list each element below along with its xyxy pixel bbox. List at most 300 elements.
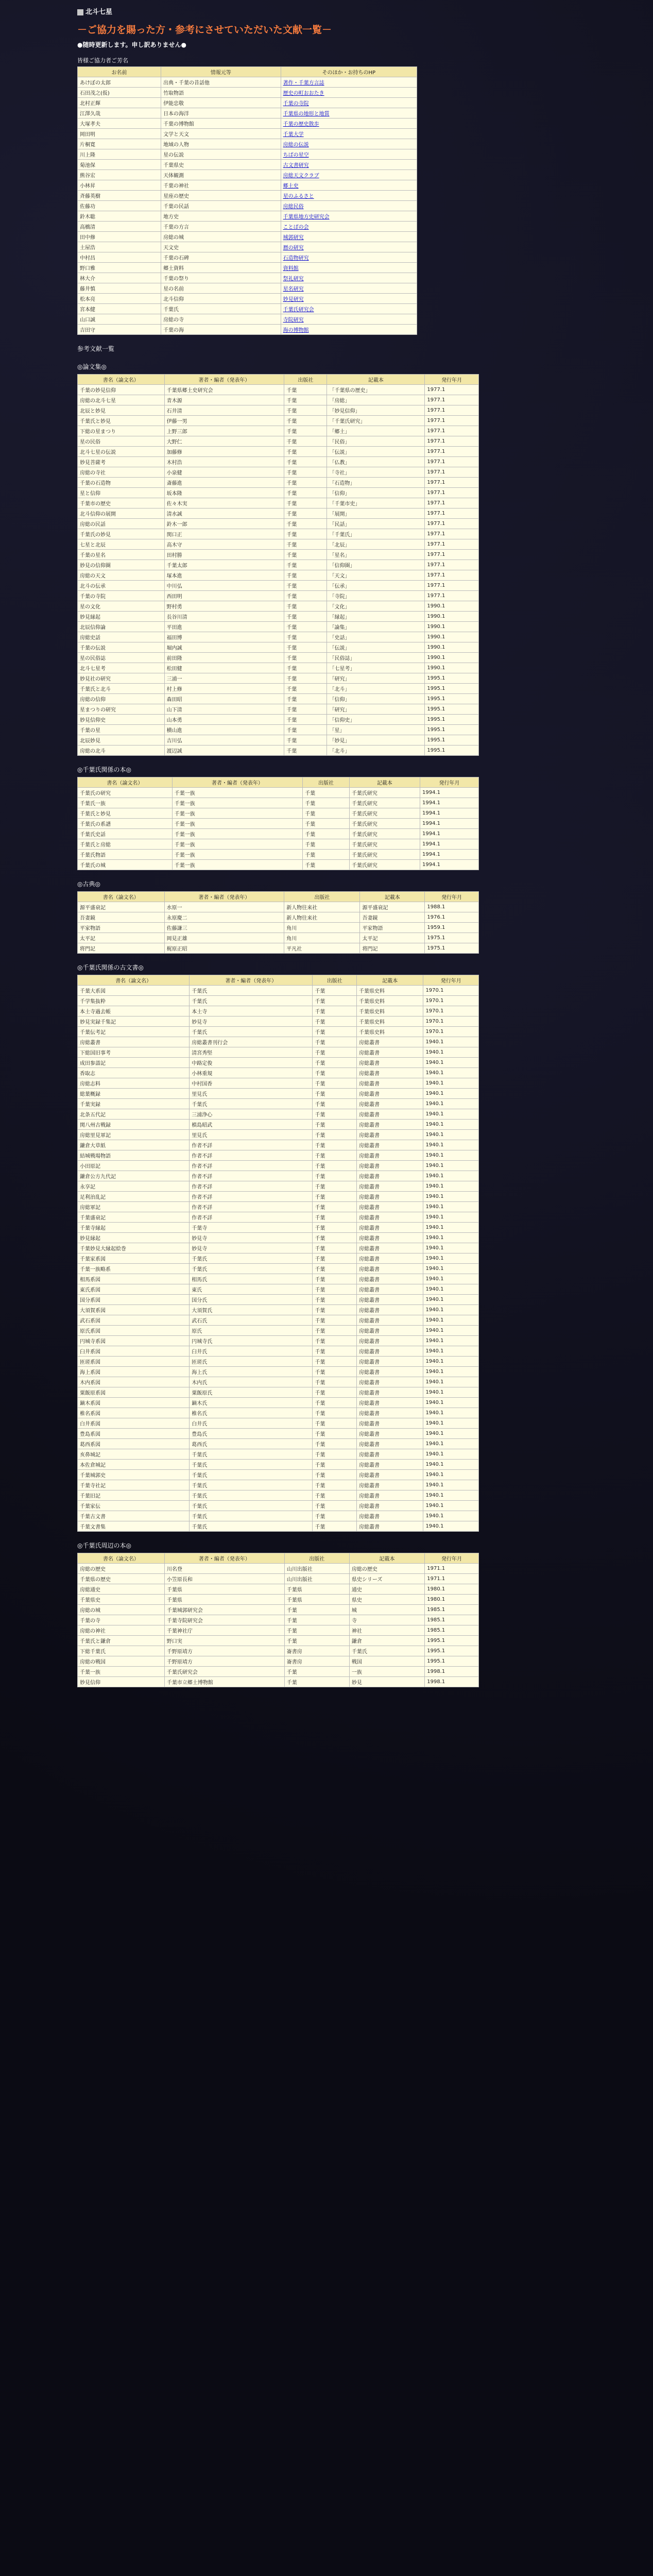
table-row [78,1357,479,1367]
table-row [78,923,479,933]
table-cell: 1994.1 [420,819,479,829]
table-cell: 1995.1 [425,704,479,715]
table-cell: 千葉一族 [172,788,302,798]
table-row [78,1346,479,1357]
table-cell: 千葉 [313,1501,357,1511]
table-cell: 1995.1 [425,725,479,735]
column-header: 出版社 [303,777,350,788]
table-cell: 妙見 [349,1677,424,1687]
table-cell: 1940.1 [423,1521,479,1532]
table-cell: 上野三郎 [164,426,284,436]
table-cell: 千葉 [313,1346,357,1357]
table-cell: 妙見寺 [190,1016,313,1027]
table-cell: 千葉妙見大縁起絵巻 [78,1243,190,1253]
table-cell: 千葉 [313,1336,357,1346]
table-cell: 本土寺過去帳 [78,1006,190,1016]
table-row [78,509,479,519]
cooperator-link[interactable]: 石造物研究 [281,252,417,263]
table-cell: 1990.1 [425,612,479,622]
table-cell: 中川弘 [164,581,284,591]
column-header: 出版社 [284,1553,349,1564]
cooperator-link[interactable]: 千葉県地方史研究会 [281,211,417,222]
table-cell: 千野原靖方 [164,1646,284,1656]
table-cell: 千葉 [313,1326,357,1336]
table-cell: 横山進 [164,725,284,735]
table-cell: 千葉 [303,798,350,808]
table-cell: 房総叢書刊行会 [190,1037,313,1047]
table-cell: 房総叢書 [356,1068,423,1078]
cooperator-link[interactable]: 城郭研究 [281,232,417,242]
table-header [78,1553,479,1564]
cooperator-link[interactable]: 星のふるさと [281,191,417,201]
table-cell: 1940.1 [423,1058,479,1068]
table-cell: 千葉古文書 [78,1511,190,1521]
table-row [78,860,479,870]
table-cell: 「妙見信仰」 [327,405,425,416]
table-row [78,902,479,912]
table-row [78,673,479,684]
table-cell: 千葉氏と鎌倉 [78,1636,165,1646]
cooperator-link[interactable]: 寺院研究 [281,314,417,325]
table-cell: 房総史話 [78,632,165,642]
table-row [78,304,417,314]
table-cell: 千葉一族 [172,819,302,829]
table-cell: 青木源 [164,395,284,405]
table-cell: 臼井系図 [78,1346,190,1357]
cooperator-link[interactable]: 千葉県の地形と地質 [281,108,417,118]
table-cell: 木内氏 [190,1377,313,1387]
table-row [78,1264,479,1274]
table-row [78,385,479,395]
table-cell: 1977.1 [425,519,479,529]
cooperator-link[interactable]: ちばの星空 [281,149,417,160]
table-row [78,829,479,839]
table-cell: 北辰信仰論 [78,622,165,632]
table-cell: 「千葉氏研究」 [327,416,425,426]
table-cell: 千葉 [284,601,327,612]
table-cell: 千葉 [313,1315,357,1326]
table-cell: 千葉 [284,416,327,426]
cooperators-table [77,66,417,335]
table-cell: 鎌倉 [349,1636,424,1646]
table-row [78,1595,479,1605]
column-header: 書名（論文名） [78,1553,165,1564]
table-cell: 千葉一族略系 [78,1264,190,1274]
table-row [78,77,417,88]
table-cell: 千葉寺院研究会 [164,1615,284,1625]
table-cell: 1977.1 [425,457,479,467]
table-cell: 妙見縁起 [78,1233,190,1243]
table-cell: 1940.1 [423,1150,479,1161]
table-cell: 千葉氏 [190,1264,313,1274]
table-cell: 千葉 [313,1429,357,1439]
table-cell: 北斗七星の伝説 [78,447,165,457]
table-cell: 千葉の星名 [78,550,165,560]
table-cell: 房総叢書 [356,1150,423,1161]
table-cell: 「寺院」 [327,591,425,601]
table-cell: 「伝説」 [327,642,425,653]
table-cell: 房総叢書 [356,1089,423,1099]
table-cell: 1940.1 [423,1212,479,1223]
table-cell: 千葉 [284,1677,349,1687]
table-cell: 千葉氏研究会 [164,1667,284,1677]
cooperator-link[interactable]: 星名研究 [281,283,417,294]
table-cell: 千葉 [284,632,327,642]
table-cell: 千葉 [284,436,327,447]
table-cell: 千葉 [313,1099,357,1109]
table-cell: 千葉伝考記 [78,1027,190,1037]
table-cell: 1994.1 [420,788,479,798]
table-cell: 千葉 [284,684,327,694]
table-row [78,1027,479,1037]
section-documents: ◎千葉氏関係の古文書◎ [77,964,144,971]
table-cell: 千葉 [284,457,327,467]
table-row [78,663,479,673]
table-cell: 千葉の神社 [161,180,281,191]
table-cell: 1977.1 [425,416,479,426]
table-cell: 「伝承」 [327,581,425,591]
papers-table [77,374,479,756]
table-cell: 千葉 [313,1377,357,1387]
cooperator-link[interactable]: 千葉の寺院 [281,98,417,108]
table-row [78,715,479,725]
table-cell: 千葉県 [284,1584,349,1595]
table-cell: 千葉 [303,788,350,798]
cooperator-link[interactable]: 資料館 [281,263,417,273]
table-cell: 北斗信仰 [161,294,281,304]
column-header: 出版社 [284,375,327,385]
table-cell: 房総の北斗 [78,745,165,756]
table-cell: 三浦一 [164,673,284,684]
table-cell: 作者不詳 [190,1161,313,1171]
table-cell: 片桐寛 [78,139,161,149]
table-cell: 房総叢書 [356,1511,423,1521]
table-cell: 房総叢書 [356,1387,423,1398]
site-logo[interactable] [77,6,515,16]
table-cell: 千葉 [313,1006,357,1016]
table-row [78,1130,479,1140]
table-cell: 千葉氏 [161,304,281,314]
section-chiba-books: ◎千葉氏関係の本◎ [77,766,131,773]
table-cell: 松本亮 [78,294,161,304]
table-cell: 白井氏 [190,1418,313,1429]
classics-table [77,891,479,954]
table-cell: 千葉 [284,539,327,550]
table-cell: 北条五代記 [78,1109,190,1120]
table-cell: 房総叢書 [356,1192,423,1202]
table-cell: 千葉 [284,622,327,632]
table-cell: 1994.1 [420,839,479,850]
table-cell: 1940.1 [423,1449,479,1460]
table-cell: 房総叢書 [356,1357,423,1367]
page-title: －ご協力を賜った方・参考にさせていただいた文献一覧－ [77,24,332,36]
table-cell: 1977.1 [425,570,479,581]
table-cell: 1940.1 [423,1511,479,1521]
table-cell: 千葉 [313,1243,357,1253]
table-cell: 千葉の石碑 [161,252,281,263]
table-cell: 千葉 [284,447,327,457]
table-cell: 粟飯原氏 [190,1387,313,1398]
table-cell: 北辰と妙見 [78,405,165,416]
table-cell: 加藤修 [164,447,284,457]
table-cell: 千葉の寺院 [78,591,165,601]
table-cell: 伊藤一男 [164,416,284,426]
table-row [78,1625,479,1636]
table-cell: 「北斗」 [327,745,425,756]
cooperator-link[interactable]: ことばの会 [281,222,417,232]
table-cell: 1940.1 [423,1284,479,1295]
table-cell: 千葉氏の系譜 [78,819,173,829]
table-cell: 房総叢書 [356,1408,423,1418]
table-cell: 「郷土」 [327,426,425,436]
table-cell: 1990.1 [425,601,479,612]
cooperator-link[interactable]: 郷土史 [281,180,417,191]
table-cell: 山川出版社 [284,1574,349,1584]
table-cell: 千葉一族 [172,839,302,850]
table-row [78,1006,479,1016]
table-cell: 房総叢書 [356,1470,423,1480]
table-cell: 千葉 [284,519,327,529]
table-cell: 千葉一族 [172,860,302,870]
table-cell: 県史 [349,1595,424,1605]
table-cell: 房総叢書 [356,1140,423,1150]
table-cell: 円城寺氏 [190,1336,313,1346]
table-cell: 1994.1 [420,798,479,808]
table-row [78,1521,479,1532]
table-row [78,242,417,252]
table-cell: 1977.1 [425,478,479,488]
table-cell: 東氏 [190,1284,313,1295]
cooperator-link[interactable]: 房総天文クラブ [281,170,417,180]
column-header: 発行年月 [425,375,479,385]
table-row [78,211,417,222]
table-row [78,622,479,632]
table-cell: 「寺社」 [327,467,425,478]
table-cell: 小泉健 [164,467,284,478]
table-cell: 千葉 [284,467,327,478]
table-row [78,1047,479,1058]
table-row [78,294,417,304]
table-cell: 千葉 [303,829,350,839]
logo-icon [77,9,83,15]
table-cell: 小林昇 [78,180,161,191]
table-cell: 千葉氏研究 [349,808,420,819]
table-row [78,1656,479,1667]
table-cell: 鏑木氏 [190,1398,313,1408]
cooperator-link[interactable]: 千葉氏研究会 [281,304,417,314]
table-cell: 「信仰」 [327,694,425,704]
table-cell: 鈴木聡 [78,211,161,222]
table-cell: 1940.1 [423,1326,479,1336]
table-cell: 竹取物語 [161,88,281,98]
table-cell: 1994.1 [420,850,479,860]
table-cell: 千葉一族 [78,1667,165,1677]
table-cell: 千葉 [313,1490,357,1501]
table-row [78,704,479,715]
table-row [78,405,479,416]
table-cell: 渡辺誠 [164,745,284,756]
table-cell: 一族 [349,1667,424,1677]
table-cell: 千葉の博物館 [161,118,281,129]
table-row [78,1223,479,1233]
table-header [78,375,479,385]
table-cell: 千葉 [313,1274,357,1284]
cooperator-link[interactable]: 千葉大学 [281,129,417,139]
cooperator-link[interactable]: 祭礼研究 [281,273,417,283]
table-cell: 「千葉市史」 [327,498,425,509]
table-row [78,1068,479,1078]
table-cell: 千葉 [284,663,327,673]
table-cell: 吉川弘 [164,735,284,745]
column-header: 書名（論文名） [78,375,165,385]
table-row [78,694,479,704]
table-cell: 西田明 [164,591,284,601]
table-cell: 千葉 [313,1202,357,1212]
table-row [78,839,479,850]
table-cell: 1990.1 [425,642,479,653]
table-row [78,539,479,550]
update-notice: ●随時更新します。申し訳ありません● [77,41,186,48]
table-cell: 千葉氏と妙見 [78,808,173,819]
table-cell: 崙書房 [284,1656,349,1667]
table-cell: 「七星考」 [327,663,425,673]
table-row [78,1605,479,1615]
table-cell: 千葉氏 [190,986,313,996]
table-row [78,632,479,642]
table-cell: 千葉盛衰記 [78,1212,190,1223]
table-cell: 相馬氏 [190,1274,313,1284]
table-cell: 1977.1 [425,509,479,519]
table-cell: 1940.1 [423,1037,479,1047]
table-row [78,1161,479,1171]
table-cell: 角川 [284,923,360,933]
table-cell: 1995.1 [425,684,479,694]
cooperator-link[interactable]: 房総の伝説 [281,139,417,149]
table-cell: 足利治乱記 [78,1192,190,1202]
table-cell: 清水誠 [164,509,284,519]
table-row [78,1326,479,1336]
table-cell: 千葉氏 [190,1027,313,1037]
cooperator-link[interactable]: 房総民俗 [281,201,417,211]
table-cell: 千葉の方言 [161,222,281,232]
cooperator-link[interactable]: 歴史の町おおたき [281,88,417,98]
table-cell: 相馬系図 [78,1274,190,1284]
table-cell: 海上氏 [190,1367,313,1377]
table-cell: 妙見縁起 [78,612,165,622]
table-row [78,1212,479,1223]
table-row [78,642,479,653]
table-row [78,745,479,756]
table-row [78,1171,479,1181]
cooperator-link[interactable]: 妙見研究 [281,294,417,304]
table-cell: 千葉太郎 [164,560,284,570]
table-cell: 「文化」 [327,601,425,612]
table-cell: 千葉氏と房総 [78,839,173,850]
table-row [78,1078,479,1089]
table-cell: 1940.1 [423,1357,479,1367]
table-cell: 妙見信仰 [78,1677,165,1687]
table-cell: 房総叢書 [356,1202,423,1212]
table-cell: 千葉 [313,1223,357,1233]
table-cell: 鈴木一郎 [164,519,284,529]
table-cell: 結城戦場物語 [78,1150,190,1161]
table-cell: 千学集抜粋 [78,996,190,1006]
table-cell: 千葉氏研究 [349,829,420,839]
table-cell: 太平記 [360,933,425,943]
table-cell: 土屋浩 [78,242,161,252]
table-cell: 千葉 [284,550,327,560]
cooperator-link[interactable]: 暦の研究 [281,242,417,252]
table-cell: 千葉の星 [78,725,165,735]
table-cell: 1985.1 [425,1615,479,1625]
table-cell: 白井系図 [78,1418,190,1429]
column-header: 記載本 [356,975,423,986]
table-row [78,943,479,954]
table-cell: 作者不詳 [190,1140,313,1150]
table-cell: 斉藤英樹 [78,191,161,201]
table-cell: 千葉 [313,1521,357,1532]
table-cell: 千葉氏 [190,1490,313,1501]
table-cell: あけぼの太郎 [78,77,161,88]
table-cell: 房総の信仰 [78,694,165,704]
table-cell: 1940.1 [423,1161,479,1171]
table-cell: 1977.1 [425,426,479,436]
table-row [78,395,479,405]
table-row [78,436,479,447]
table-cell: 房総叢書 [356,1326,423,1336]
column-header: 記載本 [360,892,425,902]
table-cell: 北斗七星考 [78,663,165,673]
table-row [78,819,479,829]
cooperator-link[interactable]: 海の博物館 [281,325,417,335]
cooperator-link[interactable]: 古文書研究 [281,160,417,170]
table-cell: 城 [349,1605,424,1615]
table-cell: 椎名系図 [78,1408,190,1418]
table-cell: 千葉 [313,1068,357,1078]
table-cell: 1988.1 [425,902,479,912]
table-cell: 日本の海洋 [161,108,281,118]
table-cell: 1940.1 [423,1387,479,1398]
table-cell: 作者不詳 [190,1150,313,1161]
table-cell: 1995.1 [425,1656,479,1667]
cooperator-link[interactable]: 著作・千葉方言誌 [281,77,417,88]
table-cell: 千葉 [313,1233,357,1243]
table-row [78,160,417,170]
table-cell: 1940.1 [423,1264,479,1274]
table-cell: 1977.1 [425,436,479,447]
table-row [78,591,479,601]
table-cell: 千葉 [303,819,350,829]
column-header: そのほか・お持ちのHP [281,67,417,77]
column-header: 情報元等 [161,67,281,77]
table-cell: 木村浩 [164,457,284,467]
table-row [78,986,479,996]
table-row [78,1511,479,1521]
table-row [78,1677,479,1687]
table-row [78,1120,479,1130]
table-cell: 房総の民話 [78,519,165,529]
table-cell: 千葉 [284,591,327,601]
table-row [78,808,479,819]
table-cell: 房総の歴史 [78,1564,165,1574]
table-cell: 「研究」 [327,673,425,684]
table-cell: 村上修 [164,684,284,694]
table-row [78,1490,479,1501]
table-cell: 1940.1 [423,1460,479,1470]
table-cell: 千葉寺 [190,1223,313,1233]
cooperator-link[interactable]: 千葉の歴史散歩 [281,118,417,129]
table-row [78,283,417,294]
